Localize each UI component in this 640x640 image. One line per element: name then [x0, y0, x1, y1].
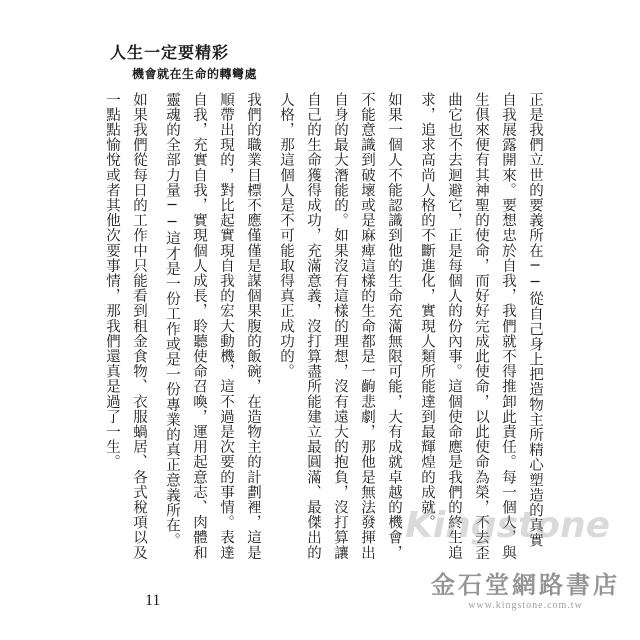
paragraph-3: 我們的職業目標不應僅僅是謀個果腹的飯碗，在造物主的計劃裡，這是順帶出現的，對比起實現自我的宏大動機，這不過是次要的事情。表達自我，充實自我，實現個人成長，聆聽使命召喚，運用起意志、肉體和靈魂的全部力量──這才是一份工作或是一份專業的真正意義所在。 [164, 92, 261, 561]
chapter-subtitle: 機會就在生命的轉彎處 [132, 67, 258, 81]
paragraph-1: 正是我們立世的要義所在──從自己身上把造物主所精心塑造的真實自我展露開來。要想忠於自我，我們就不得推卸此責任。每一個人，與生俱來便有其神聖的使命，而好好完成此使命，以此使命為榮，不去歪曲它也不去迴避它，正是每個人的份內事。這個使命應是我們的終生追求，追求高尚人格的不斷進化，實現人類所能達到最輝煌的成就。 [419, 92, 543, 561]
watermark [404, 505, 620, 611]
body-text [104, 92, 548, 562]
watermark-name: 金石堂網路書店 [431, 570, 620, 599]
running-header [110, 40, 257, 82]
paragraph-4: 如果我們從每日的工作中只能看到租金食物、衣服蝸居、各式稅項以及一點點愉悅或者其他次要事情，那我們還真是過了一生。 [104, 92, 147, 561]
watermark-url: www.kingstone.com.tw [468, 600, 583, 611]
page-number: 11 [145, 592, 161, 609]
chapter-title: 人生一定要精彩 [110, 43, 230, 62]
watermark-logo: Kingstone [404, 505, 610, 546]
paragraph-2: 如果一個人不能認識到他的生命充滿無限可能，大有成就卓越的機會，不能意識到破壞或是麻痺這樣的生命都是一齣悲劇，那他是無法發揮出自身的最大潛能的。如果沒有這樣的理想，沒有遠大的抱負，沒打算讓自己的生命獲得成功，充滿意義，沒打算盡所能建立最圓滿、最傑出的人格，那這個人是不可能取得真正成功的。 [278, 92, 402, 561]
